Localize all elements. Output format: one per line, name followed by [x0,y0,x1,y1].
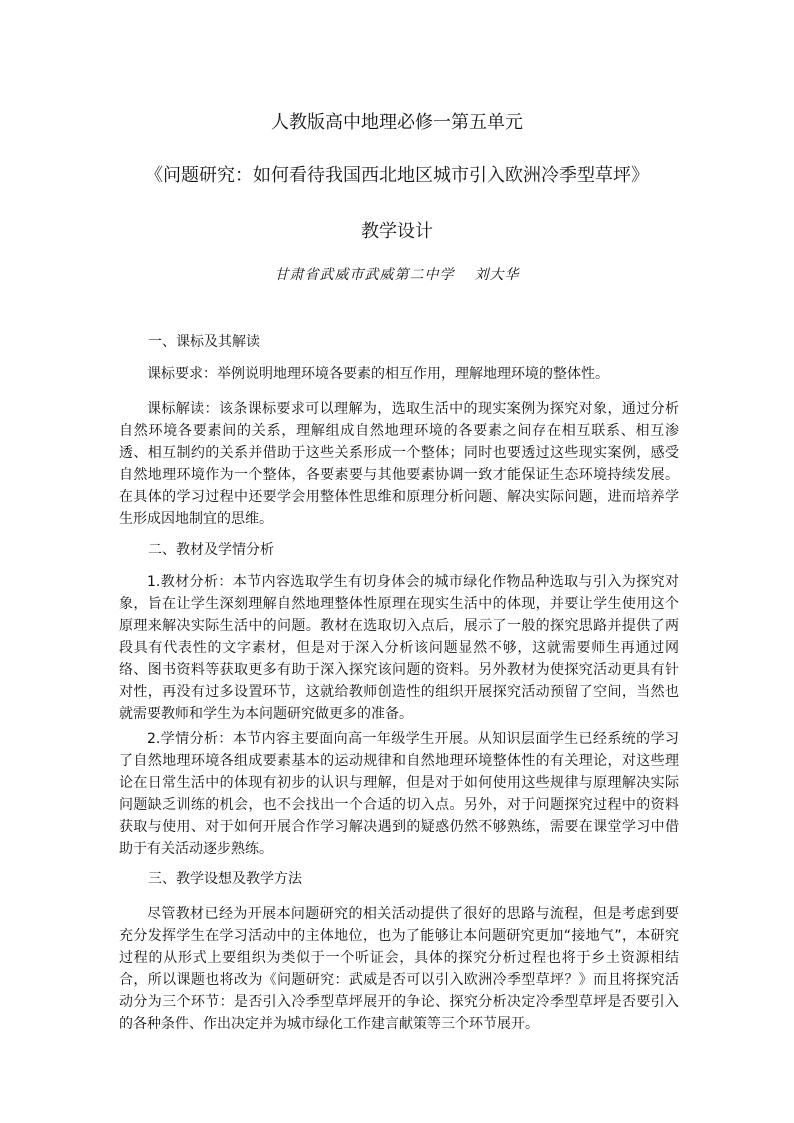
text-line: 论在日常生活中的体现有初步的认识与理解，但是对于如何使用这些规律与原理解决实际 [119,775,679,791]
text-line: 原理来解决实际生活中的问题。教材在选取切入点后，展示了一般的探究思路并提供了两 [119,618,679,634]
text-line: 1.教材分析：本节内容选取学生有切身体会的城市绿化作物品种选取与引入为探究对 [147,574,679,590]
text-line: 尽管教材已经为开展本问题研究的相关活动提供了很好的思路与流程，但是考虑到要 [147,906,679,922]
paragraph-standard-requirement [119,363,679,385]
text-line: 充分发挥学生在学习活动中的主体地位，也为了能够让本问题研究更加“接地气”，本研究 [119,928,679,944]
paragraph-textbook-analysis [119,571,679,725]
text-line: 就需要教师和学生为本问题研究做更多的准备。 [119,706,413,722]
text-line: 在具体的学习过程中还要学会用整体性思维和原理分析问题、解决实际问题，进而培养学 [119,489,679,505]
paragraph-student-analysis [119,728,679,860]
author-name: 刘大华 [474,267,520,283]
text-line: 课标解读：该条课标要求可以理解为，选取生活中的现实案例为探究对象，通过分析 [147,401,679,417]
document-title-topic: 《问题研究：如何看待我国西北地区城市引入欧洲冷季型草坪》 [145,165,649,186]
text-line: 自然地理环境作为一个整体，各要素要与其他要素协调一致才能保证生态环境持续发展。 [119,467,679,483]
document-title-course: 人教版高中地理必修一第五单元 [271,112,523,133]
text-line: 自然环境各要素间的关系，理解组成自然地理环境的各要素之间存在相互联系、相互渗 [119,423,679,439]
text-line: 2.学情分析：本节内容主要面向高一年级学生开展。从知识层面学生已经系统的学习 [147,731,679,747]
text-line: 合，所以课题也将改为《问题研究：武威是否可以引入欧洲冷季型草坪？》而且将探究活 [119,972,679,988]
text-line: 了自然地理环境各组成要素基本的运动规律和自然地理环境整体性的有关理论，对这些理 [119,753,679,769]
author-school: 甘肃省武威市武威第二中学 [274,267,455,283]
text-line: 象，旨在让学生深刻理解自然地理整体性原理在现实生活中的体现，并要让学生使用这个 [119,596,679,612]
text-line: 段具有代表性的文字素材，但是对于深入分析该问题显然不够，这就需要师生再通过网 [119,640,679,656]
paragraph-teaching-methods [119,903,679,1035]
text-line: 获取与使用、对于如何开展合作学习解决遇到的疑惑仍然不够熟练，需要在课堂学习中借 [119,819,679,835]
text-line: 课标要求：举例说明地理环境各要素的相互作用，理解地理环境的整体性。 [147,366,609,382]
text-line: 过程的从形式上要组织为类似于一个听证会，具体的探究分析过程也将于乡土资源相结 [119,950,679,966]
text-line: 对性，再没有过多设置环节，这就给教师创造性的组织开展探究活动预留了空间，当然也 [119,684,679,700]
document-title-type: 教学设计 [361,221,433,242]
text-line: 络、图书资料等获取更多有助于深入探究该问题的资料。另外教材为使探究活动更具有针 [119,662,679,678]
section-heading-standards: 一、课标及其解读 [148,334,260,350]
text-line: 动分为三个环节：是否引入冷季型草坪展开的争论、探究分析决定冷季型草坪是否要引入 [119,994,679,1010]
section-heading-analysis: 二、教材及学情分析 [148,542,274,558]
text-line: 助于有关活动逐步熟练。 [119,841,273,857]
paragraph-standard-interpretation [119,398,679,530]
text-line: 生形成因地制宜的思维。 [119,511,273,527]
text-line: 的各种条件、作出决定并为城市绿化工作建言献策等三个环节展开。 [119,1016,539,1032]
section-heading-methods: 三、教学设想及教学方法 [148,871,302,887]
author-line [0,264,794,284]
text-line: 问题缺乏训练的机会，也不会找出一个合适的切入点。另外，对于问题探究过程中的资料 [119,797,679,813]
text-line: 透、相互制约的关系并借助于这些关系形成一个整体；同时也要透过这些现实案例，感受 [119,445,679,461]
